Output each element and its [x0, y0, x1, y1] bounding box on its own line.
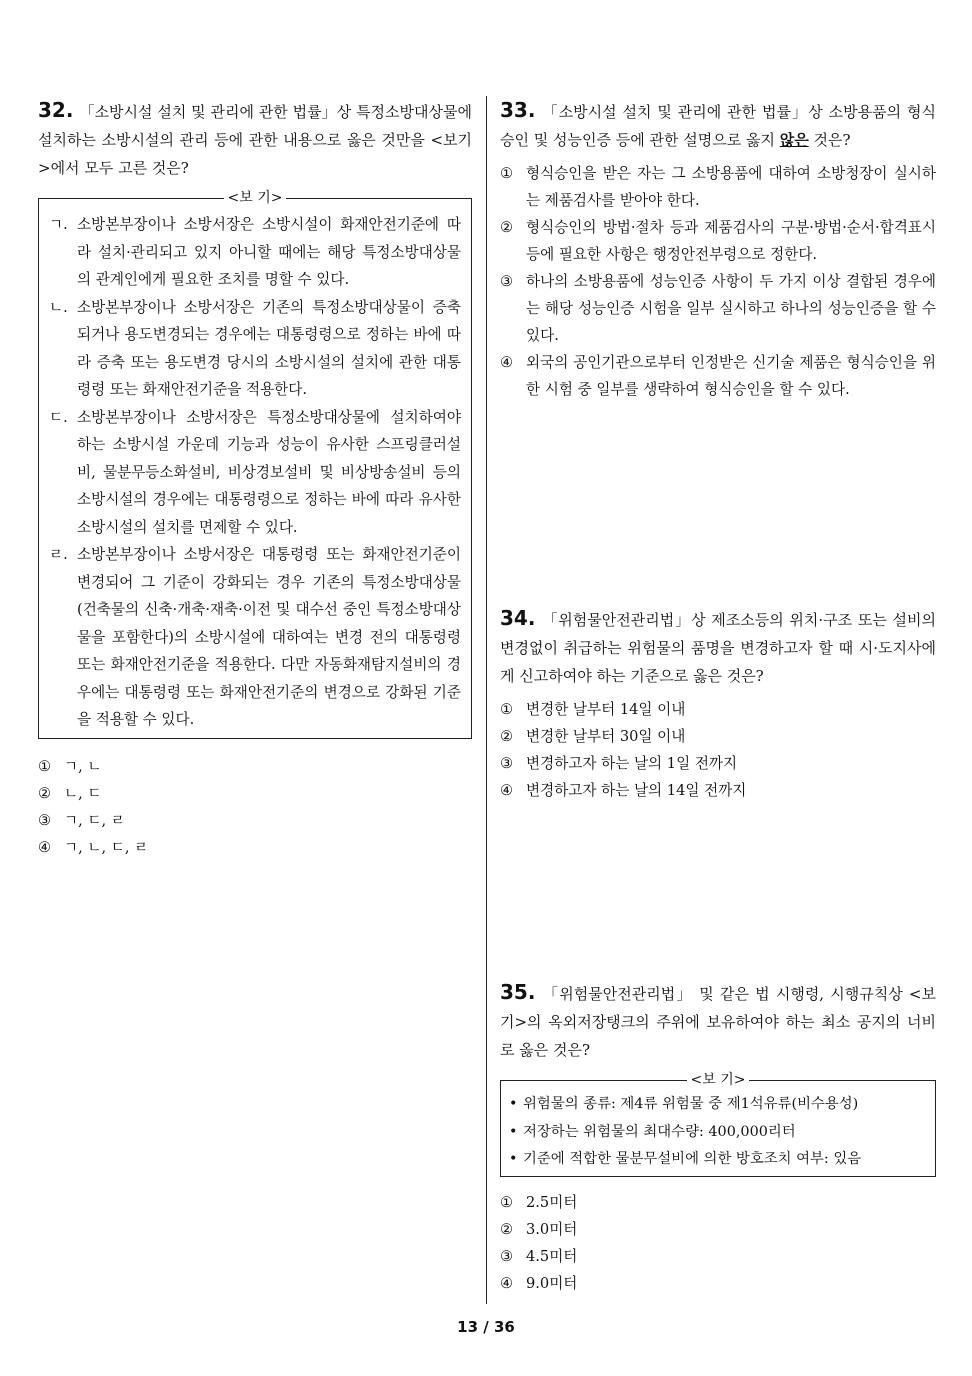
- answer-option[interactable]: ④ 변경하고자 하는 날의 14일 전까지: [500, 782, 747, 799]
- question-number: 34.: [500, 606, 536, 630]
- example-item: ㄹ. 소방본부장이나 소방서장은 대통령령 또는 화재안전기준이 변경되어 그 기준이 강화되는 경우 기존의 특정소방대상물(건축물의 신축·개축·재축·이전 및 대수선 중인 특정소방대상물을 포함한다)의 소방시설에 대하여는 변경 전의 대통령령 또는 화재안전기준을 적용한다. 다만 자동화재탐지설비의 경우에는 대통령령 또는 화재안전기준의 변경으로 강화된 기준을 적용할 수 있다.: [49, 546, 461, 728]
- answer-options: [500, 1189, 936, 1297]
- question-34-stem: 34. 「위험물안전관리법」상 제조소등의 위치·구조 또는 설비의 변경없이 취급하는 위험물의 품명을 변경하고자 할 때 시·도지사에게 신고하여야 하는 기준으로 옳은 것은?: [500, 606, 936, 685]
- question-33-stem: 33. 「소방시설 설치 및 관리에 관한 법률」상 소방용품의 형식승인 및 성능인증 등에 관한 설명으로 옳지 않은 것은?: [500, 98, 936, 149]
- question-32-stem: 32. 「소방시설 설치 및 관리에 관한 법률」상 특정소방대상물에 설치하는 소방시설의 관리 등에 관한 내용으로 옳은 것만을 <보기>에서 모두 고른 것은?: [38, 98, 472, 177]
- answer-option[interactable]: ③ 변경하고자 하는 날의 1일 전까지: [500, 755, 738, 772]
- answer-option[interactable]: ③ ㄱ, ㄷ, ㄹ: [38, 811, 125, 829]
- answer-options: [500, 696, 936, 804]
- answer-option[interactable]: ② ㄴ, ㄷ: [38, 784, 102, 802]
- answer-option[interactable]: ③ 4.5미터: [500, 1247, 578, 1265]
- example-bullet: • 저장하는 위험물의 최대수량: 400,000리터: [509, 1123, 796, 1140]
- answer-option[interactable]: ④ 외국의 공인기관으로부터 인정받은 신기술 제품은 형식승인을 위한 시험 중 일부를 생략하여 형식승인을 할 수 있다.: [500, 354, 936, 398]
- question-35-stem: 35. 「위험물안전관리법」 및 같은 법 시행령, 시행규칙상 <보기>의 옥외저장탱크의 주위에 보유하여야 하는 최소 공지의 너비로 옳은 것은?: [500, 980, 936, 1059]
- question-33: [500, 96, 936, 403]
- question-32: [38, 96, 472, 861]
- example-item: ㄴ. 소방본부장이나 소방서장은 기존의 특정소방대상물이 증축되거나 용도변경되는 경우에는 대통령령으로 정하는 바에 따라 증축 또는 용도변경 당시의 소방시설의 설치에 관한 대통령령 또는 화재안전기준을 적용한다.: [49, 298, 461, 398]
- answer-options: [38, 753, 472, 861]
- answer-option[interactable]: ③ 하나의 소방용품에 성능인증 사항이 두 가지 이상 결합된 경우에는 해당 성능인증 시험을 일부 실시하고 하나의 성능인증을 할 수 있다.: [500, 273, 936, 344]
- example-bullet: • 기준에 적합한 물분무설비에 의한 방호조치 여부: 있음: [509, 1151, 862, 1167]
- page-number: 13 / 36: [457, 1318, 515, 1336]
- answer-option[interactable]: ① 변경한 날부터 14일 이내: [500, 701, 686, 718]
- answer-option[interactable]: ② 변경한 날부터 30일 이내: [500, 728, 686, 745]
- question-35: [500, 978, 936, 1297]
- emphasis-text: 않은: [779, 131, 809, 149]
- answer-option[interactable]: ④ ㄱ, ㄴ, ㄷ, ㄹ: [38, 838, 149, 856]
- example-item: ㄷ. 소방본부장이나 소방서장은 특정소방대상물에 설치하여야 하는 소방시설 가운데 기능과 성능이 유사한 스프링클러설비, 물분무등소화설비, 비상경보설비 및 비상방송설비 등의 소방시설의 경우에는 대통령령으로 정하는 바에 따라 유사한 소방시설의 설치를 면제할 수 있다.: [49, 408, 461, 536]
- answer-option[interactable]: ④ 9.0미터: [500, 1274, 578, 1292]
- example-item: ㄱ. 소방본부장이나 소방서장은 소방시설이 화재안전기준에 따라 설치·관리되고 있지 아니할 때에는 해당 특정소방대상물의 관계인에게 필요한 조치를 명할 수 있다.: [49, 216, 461, 288]
- example-box: [500, 1072, 936, 1177]
- answer-option[interactable]: ② 형식승인의 방법·절차 등과 제품검사의 구분·방법·순서·합격표시 등에 필요한 사항은 행정안전부령으로 정한다.: [500, 219, 936, 263]
- answer-option[interactable]: ② 3.0미터: [500, 1220, 578, 1238]
- example-box-title: <보 기>: [501, 1071, 935, 1088]
- example-bullet: • 위험물의 종류: 제4류 위험물 중 제1석유류(비수용성): [509, 1096, 859, 1112]
- example-box-title: <보 기>: [39, 189, 471, 206]
- column-divider: [486, 96, 487, 1304]
- answer-option[interactable]: ① 2.5미터: [500, 1193, 578, 1211]
- answer-option[interactable]: ① ㄱ, ㄴ: [38, 757, 102, 775]
- question-number: 35.: [500, 980, 536, 1004]
- question-number: 33.: [500, 98, 536, 122]
- question-34: [500, 604, 936, 804]
- answer-options: [500, 160, 936, 403]
- example-box: [38, 190, 472, 739]
- answer-option[interactable]: ① 형식승인을 받은 자는 그 소방용품에 대하여 소방청장이 실시하는 제품검사를 받아야 한다.: [500, 165, 936, 209]
- question-number: 32.: [38, 98, 74, 122]
